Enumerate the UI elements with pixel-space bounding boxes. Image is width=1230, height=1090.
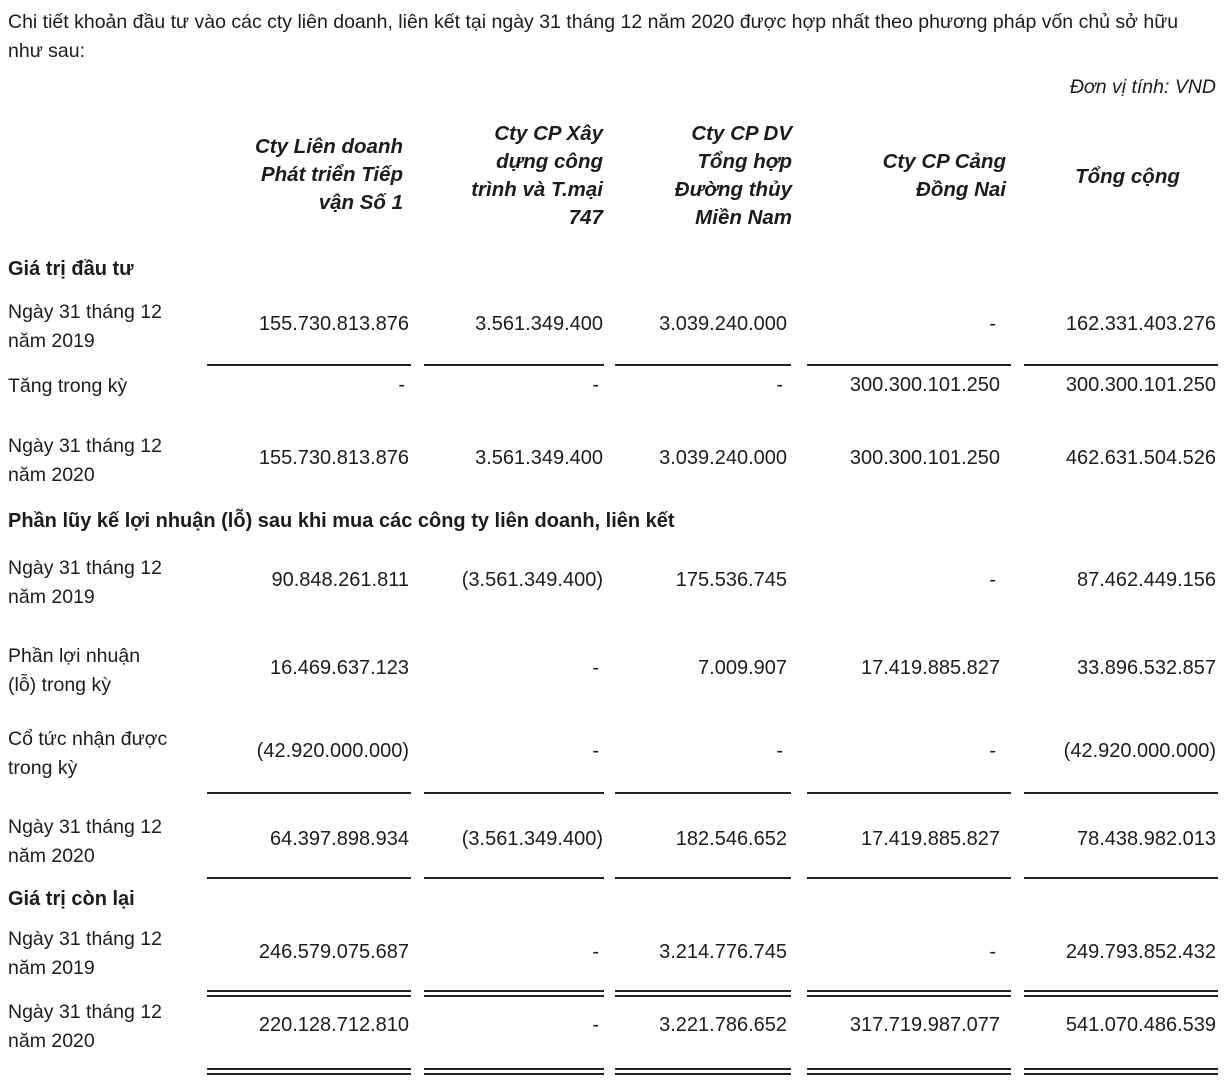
section-heading-accumulated-profit: Phần lũy kế lợi nhuận (lỗ) sau khi mua các công ty liên doanh, liên kết (8, 510, 675, 532)
table-cell: 87.462.449.156 (1076, 569, 1216, 591)
double-rule (424, 990, 604, 997)
row-label-line: Tăng trong kỳ (8, 375, 128, 397)
table-cell: 182.546.652 (675, 828, 787, 850)
table-cell: 3.221.786.652 (659, 1014, 787, 1036)
table-cell: 155.730.813.876 (258, 447, 409, 469)
double-rule (207, 990, 411, 997)
table-cell: - (592, 374, 599, 396)
single-rule (615, 792, 791, 794)
table-cell: 3.039.240.000 (659, 447, 787, 469)
table-cell: 300.300.101.250 (849, 374, 1000, 396)
row-label-line: Ngày 31 tháng 12 (8, 816, 162, 838)
table-cell: 462.631.504.526 (1065, 447, 1216, 469)
table-cell: 3.561.349.400 (475, 447, 603, 469)
row-label-line: Ngày 31 tháng 12 (8, 928, 162, 950)
row-label-line: Ngày 31 tháng 12 (8, 1001, 162, 1023)
table-cell: 3.561.349.400 (475, 313, 603, 335)
row-label (8, 372, 208, 401)
table-cell: - (989, 740, 996, 762)
table-cell: - (989, 941, 996, 963)
single-rule (207, 877, 411, 879)
row-label (8, 642, 208, 700)
single-rule (615, 364, 791, 366)
table-cell: (3.561.349.400) (461, 569, 603, 591)
header-col-3: Cty CP DV Tổng hợp Đường thủy Miền Nam (674, 122, 792, 229)
table-cell: - (592, 941, 599, 963)
table-cell: 64.397.898.934 (269, 828, 409, 850)
table-cell: 317.719.987.077 (849, 1014, 1000, 1036)
double-rule (615, 990, 791, 997)
row-label-line: Cổ tức nhận được (8, 728, 168, 750)
table-cell: 175.536.745 (675, 569, 787, 591)
double-rule (207, 1068, 411, 1075)
table-cell: (42.920.000.000) (1063, 740, 1216, 762)
double-rule (807, 1068, 1011, 1075)
table-cell: 17.419.885.827 (860, 828, 1000, 850)
table-cell: 249.793.852.432 (1065, 941, 1216, 963)
row-label-line: năm 2020 (8, 845, 95, 867)
table-cell: - (989, 569, 996, 591)
single-rule (615, 877, 791, 879)
table-cell: 3.039.240.000 (659, 313, 787, 335)
table-cell: - (776, 374, 783, 396)
single-rule (424, 877, 604, 879)
row-label (8, 925, 208, 983)
row-label-line: năm 2020 (8, 464, 95, 486)
single-rule (1024, 877, 1218, 879)
table-cell: 7.009.907 (698, 657, 787, 679)
single-rule (424, 792, 604, 794)
table-cell: 162.331.403.276 (1065, 313, 1216, 335)
header-col-4: Cty CP Cảng Đồng Nai (882, 150, 1006, 201)
row-label-line: trong kỳ (8, 757, 78, 779)
double-rule (615, 1068, 791, 1075)
table-cell: 155.730.813.876 (258, 313, 409, 335)
single-rule (1024, 364, 1218, 366)
table-cell: 246.579.075.687 (258, 941, 409, 963)
table-cell: 541.070.486.539 (1065, 1014, 1216, 1036)
header-col-2: Cty CP Xây dựng công trình và T.mại 747 (471, 122, 603, 229)
single-rule (207, 792, 411, 794)
table-cell: 17.419.885.827 (860, 657, 1000, 679)
table-cell: - (592, 657, 599, 679)
table-cell: 78.438.982.013 (1076, 828, 1216, 850)
row-label-line: năm 2019 (8, 957, 95, 979)
header-col-1: Cty Liên doanh Phát triển Tiếp vận Số 1 (254, 135, 403, 214)
table-cell: 3.214.776.745 (659, 941, 787, 963)
double-rule (424, 1068, 604, 1075)
double-rule (807, 990, 1011, 997)
row-label (8, 813, 208, 871)
intro-paragraph: Chi tiết khoản đầu tư vào các cty liên doanh, liên kết tại ngày 31 tháng 12 năm 2020 được hợp nhất theo phương pháp vốn chủ sở hữu như sau: (8, 11, 1179, 62)
row-label (8, 725, 208, 783)
table-cell: - (398, 374, 405, 396)
row-label-line: năm 2019 (8, 586, 95, 608)
table-cell: - (989, 313, 996, 335)
single-rule (1024, 792, 1218, 794)
table-cell: 90.848.261.811 (271, 569, 409, 591)
table-cell: 300.300.101.250 (1065, 374, 1216, 396)
section-heading-investment-value: Giá trị đầu tư (8, 258, 134, 280)
table-cell: - (592, 1014, 599, 1036)
header-col-5: Tổng cộng (1075, 165, 1180, 188)
row-label (8, 998, 208, 1056)
single-rule (807, 877, 1011, 879)
table-cell: - (776, 740, 783, 762)
row-label-line: năm 2020 (8, 1030, 95, 1052)
table-cell: (42.920.000.000) (256, 740, 409, 762)
row-label (8, 554, 208, 612)
table-cell: 300.300.101.250 (849, 447, 1000, 469)
single-rule (424, 364, 604, 366)
single-rule (807, 792, 1011, 794)
table-cell: 220.128.712.810 (258, 1014, 409, 1036)
section-heading-remaining-value: Giá trị còn lại (8, 888, 135, 910)
row-label-line: Phần lợi nhuận (8, 645, 141, 667)
row-label-line: Ngày 31 tháng 12 (8, 301, 162, 323)
row-label-line: (lỗ) trong kỳ (8, 674, 111, 696)
single-rule (207, 364, 411, 366)
row-label (8, 432, 208, 490)
double-rule (1024, 990, 1218, 997)
single-rule (807, 364, 1011, 366)
row-label-line: Ngày 31 tháng 12 (8, 435, 162, 457)
double-rule (1024, 1068, 1218, 1075)
table-cell: (3.561.349.400) (461, 828, 603, 850)
row-label-line: Ngày 31 tháng 12 (8, 557, 162, 579)
table-cell: 33.896.532.857 (1076, 657, 1216, 679)
row-label-line: năm 2019 (8, 330, 95, 352)
table-cell: 16.469.637.123 (269, 657, 409, 679)
currency-unit: Đơn vị tính: VND (1069, 76, 1216, 98)
table-cell: - (592, 740, 599, 762)
row-label (8, 298, 208, 356)
